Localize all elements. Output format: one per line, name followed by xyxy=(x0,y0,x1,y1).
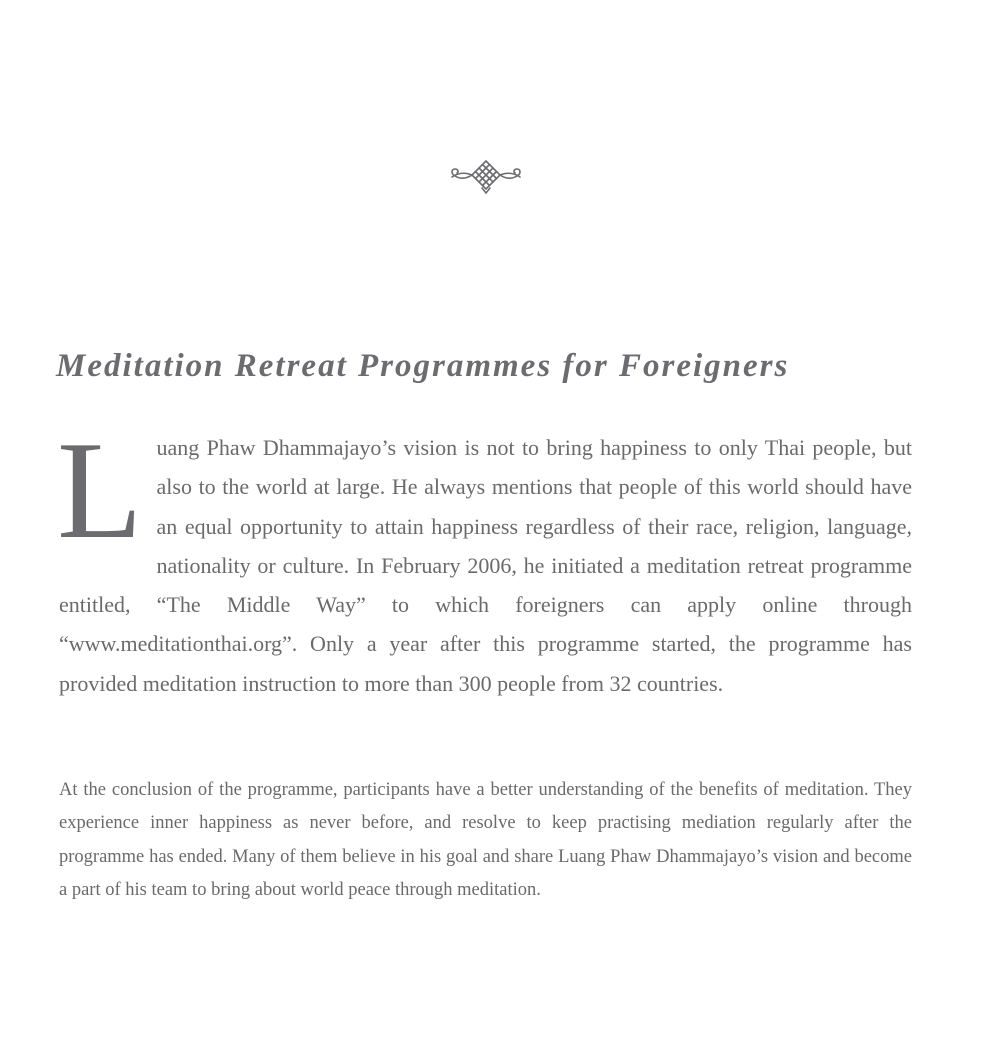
endless-knot-flourish-icon xyxy=(446,155,526,197)
page-title: Meditation Retreat Programmes for Foreigners xyxy=(56,348,790,384)
intro-paragraph xyxy=(57,413,912,703)
body-paragraph: At the conclusion of the programme, participants have a better understanding of the benefits of meditation. They experience inner happiness as never before, and resolve to keep practising mediation regularly after the programme has ended. Many of them believe in his goal and share Luang Phaw Dhammajayo’s vision and become a part of his team to bring about world peace through meditation. xyxy=(59,780,912,900)
intro-text: uang Phaw Dhammajayo’s vision is not to bring happiness to only Thai people, but also to the world at large. He always mentions that people of this world should have an equal opportunity to attain happiness regardless of their race, religion, language, nationality or culture. In February 2006, he initiated a meditation retreat programme entitled, “The Middle Way” to which foreigners can apply online through “www.meditationthai.org”. Only a year after this programme started, the programme has provided meditation instruction to more than 300 people from 32 countries. xyxy=(59,435,912,696)
drop-cap: L xyxy=(57,413,143,568)
